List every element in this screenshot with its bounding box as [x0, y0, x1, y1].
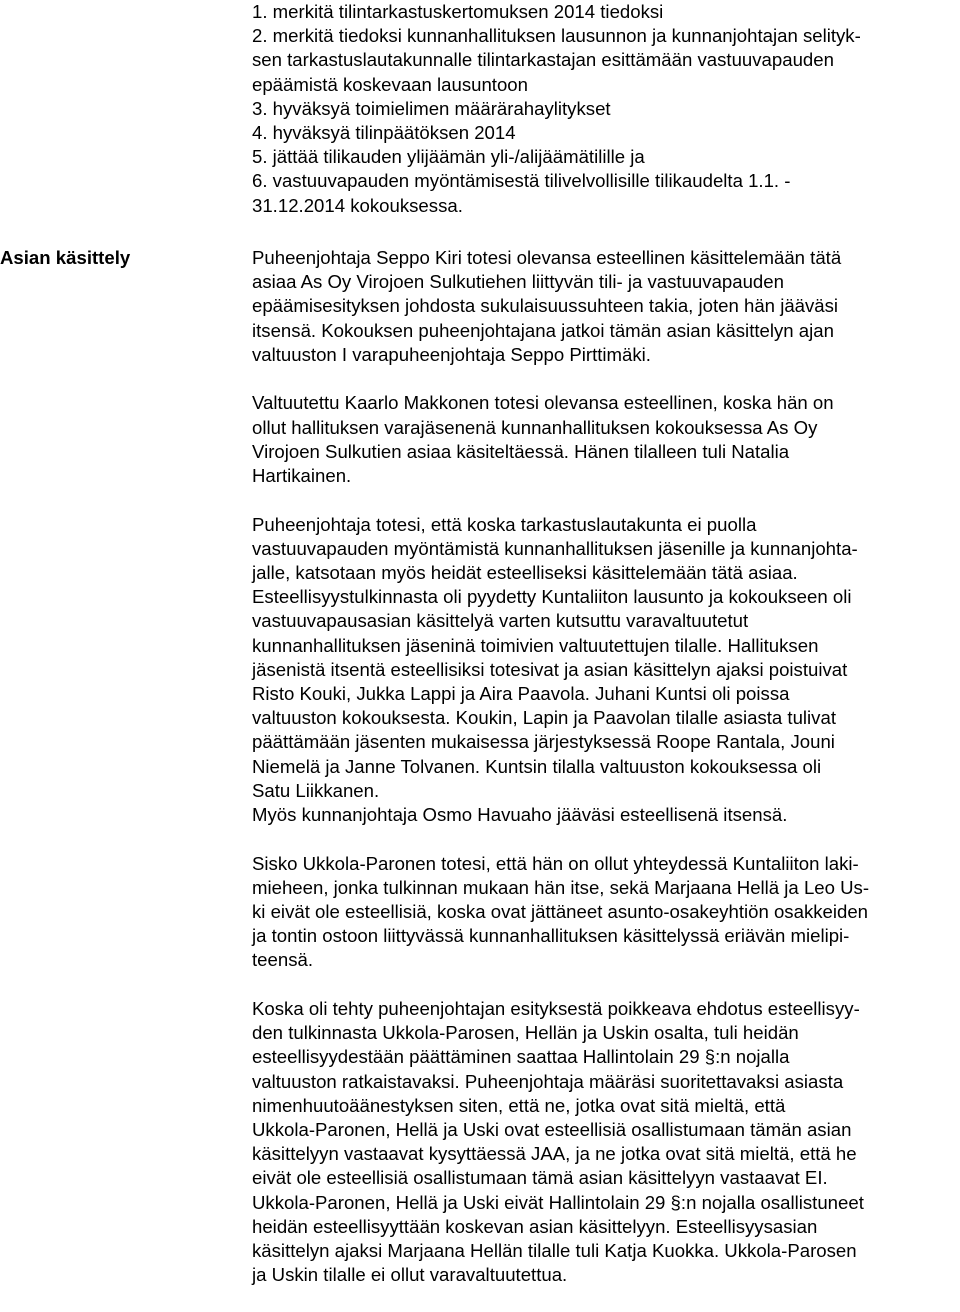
- paragraph-board-members: [252, 513, 952, 828]
- text-line: Niemelä ja Janne Tolvanen. Kuntsin tilalla valtuuston kokouksessa oli: [252, 755, 822, 777]
- text-line: ki eivät ole esteellisiä, koska ovat jättäneet asunto-osakeyhtiön osakkeiden: [252, 901, 869, 923]
- decision-line: epäämistä koskevaan lausuntoon: [252, 73, 528, 95]
- text-line: ollut hallituksen varajäsenenä kunnanhallituksen kokouksessa As Oy: [252, 416, 818, 438]
- decision-line: 31.12.2014 kokouksessa.: [252, 194, 463, 216]
- text-line: päättämään jäsenten mukaisessa järjestyksessä Roope Rantala, Jouni: [252, 731, 835, 753]
- text-line: valtuuston I varapuheenjohtaja Seppo Pirttimäki.: [252, 343, 651, 365]
- text-line: heidän esteellisyyttään koskevan asian käsittelyyn. Esteellisyysasian: [252, 1215, 818, 1237]
- text-line: mieheen, jonka tulkinnan mukaan hän itse, sekä Marjaana Hellä ja Leo Us-: [252, 876, 870, 898]
- text-line: valtuuston kokouksesta. Koukin, Lapin ja Paavolan tilalle asiasta tulivat: [252, 707, 836, 729]
- decision-item-5: [252, 145, 952, 169]
- text-line: Ukkola-Paronen, Hellä ja Uski eivät Hallintolain 29 §:n nojalla osallistuneet: [252, 1191, 864, 1213]
- paragraph-vote: [252, 997, 952, 1287]
- decision-line: 4. hyväksyä tilinpäätöksen 2014: [252, 122, 516, 144]
- text-line: jalle, katsotaan myös heidät esteelliseksi käsittelemään tätä asiaa.: [252, 562, 798, 584]
- text-line: epäämisesityksen johdosta sukulaisuussuhteen takia, joten hän jääväsi: [252, 295, 839, 317]
- text-line: Virojoen Sulkutien asiaa käsiteltäessä. Hänen tilalleen tuli Natalia: [252, 440, 790, 462]
- text-line: nimenhuutoäänestyksen siten, että ne, jotka ovat sitä mieltä, että: [252, 1094, 786, 1116]
- decision-line: 3. hyväksyä toimielimen määrärahaylitykset: [252, 97, 611, 119]
- text-line: valtuuston ratkaistavaksi. Puheenjohtaja määräsi suoritettavaksi asiasta: [252, 1070, 844, 1092]
- section-label: Asian käsittely: [0, 247, 131, 268]
- decision-item-2: [252, 24, 952, 97]
- decision-item-6: [252, 169, 952, 217]
- decision-line: sen tarkastuslautakunnalle tilintarkastajan esittämään vastuuvapauden: [252, 49, 834, 71]
- text-line: käsittelyn ajaksi Marjaana Hellän tilalle tuli Katja Kuokka. Ukkola-Parosen: [252, 1240, 857, 1262]
- text-line: Esteellisyystulkinnasta oli pyydetty Kuntaliiton lausunto ja kokoukseen oli: [252, 586, 852, 608]
- decision-line: 2. merkitä tiedoksi kunnanhallituksen lausunnon ja kunnanjohtajan selityk-: [252, 25, 861, 47]
- text-line: Puheenjohtaja totesi, että koska tarkastuslautakunta ei puolla: [252, 513, 757, 535]
- decision-line: 5. jättää tilikauden ylijäämän yli-/alijäämätilille ja: [252, 146, 645, 168]
- paragraph-ukkola-paronen: [252, 852, 952, 973]
- text-line: teensä.: [252, 949, 313, 971]
- text-line: ja Uskin tilalle ei ollut varavaltuutettua.: [252, 1264, 568, 1286]
- text-line: Valtuutettu Kaarlo Makkonen totesi olevansa esteellinen, koska hän on: [252, 392, 834, 414]
- text-line: Ukkola-Paronen, Hellä ja Uski ovat esteellisiä osallistumaan tämän asian: [252, 1119, 852, 1141]
- text-line: vastuuvapausasian käsittelyä varten kutsuttu varavaltuutetut: [252, 610, 749, 632]
- text-line: eivät ole esteellisiä osallistumaan tämä asian käsittelyyn vastaavat EI.: [252, 1167, 828, 1189]
- decision-line: 6. vastuuvapauden myöntämisestä tilivelvollisille tilikaudelta 1.1. -: [252, 170, 791, 192]
- text-line: Risto Kouki, Jukka Lappi ja Aira Paavola. Juhani Kuntsi oli poissa: [252, 683, 790, 705]
- text-line: esteellisyydestään päättäminen saattaa Hallintolain 29 §:n nojalla: [252, 1046, 790, 1068]
- text-line: Sisko Ukkola-Paronen totesi, että hän on ollut yhteydessä Kuntaliiton laki-: [252, 852, 859, 874]
- paragraph-chair-disqualification: [252, 246, 952, 367]
- text-line: Myös kunnanjohtaja Osmo Havuaho jääväsi esteellisenä itsensä.: [252, 804, 788, 826]
- text-line: Hartikainen.: [252, 465, 352, 487]
- decision-item-1: [252, 0, 952, 24]
- decision-item-3: [252, 97, 952, 121]
- text-line: Koska oli tehty puheenjohtajan esityksestä poikkeava ehdotus esteellisyy-: [252, 998, 860, 1020]
- text-line: asiaa As Oy Virojoen Sulkutiehen liittyvän tili- ja vastuuvapauden: [252, 271, 784, 293]
- text-line: Satu Liikkanen.: [252, 779, 380, 801]
- text-line: den tulkinnasta Ukkola-Parosen, Hellän ja Uskin osalta, tuli heidän: [252, 1022, 799, 1044]
- text-line: käsittelyyn vastaavat kysyttäessä JAA, ja ne jotka ovat sitä mieltä, että he: [252, 1143, 857, 1165]
- decision-item-4: [252, 121, 952, 145]
- text-line: itsensä. Kokouksen puheenjohtajana jatkoi tämän asian käsittelyn ajan: [252, 319, 834, 341]
- decision-list: [252, 0, 952, 218]
- text-line: ja tontin ostoon liittyvässä kunnanhallituksen käsittelyssä eriävän mielipi-: [252, 925, 850, 947]
- text-line: Puheenjohtaja Seppo Kiri totesi olevansa esteellinen käsittelemään tätä: [252, 247, 842, 268]
- text-line: kunnanhallituksen jäseninä toimivien valtuutettujen tilalle. Hallituksen: [252, 634, 819, 656]
- text-line: jäsenistä itsentä esteellisiksi totesivat ja asian käsittelyn ajaksi poistuivat: [252, 658, 848, 680]
- decision-line: 1. merkitä tilintarkastuskertomuksen 2014 tiedoksi: [252, 1, 664, 22]
- paragraph-makkonen: [252, 391, 952, 488]
- section-body: [252, 246, 952, 1312]
- text-line: vastuuvapauden myöntämistä kunnanhallituksen jäsenille ja kunnanjohta-: [252, 537, 858, 559]
